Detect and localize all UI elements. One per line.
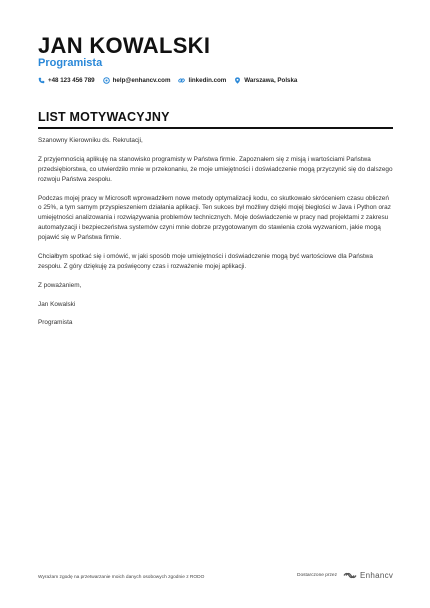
footer-branding [297, 571, 393, 580]
letter-title: LIST MOTYWACYJNY [38, 110, 170, 124]
at-icon [103, 77, 110, 84]
letter-signature-name: Jan Kowalski [38, 300, 76, 308]
location-icon [234, 77, 241, 84]
letter-paragraph: Z przyjemnością aplikuję na stanowisko programisty w Państwa firmie. Zapoznałem się z misją i wartościami Państwa przedsiębiorstwa, co utwierdziło mnie w przekonaniu, że moje umiejętności i doświadczenie mogą przyczynić się do dalszego rozwoju Państwa zespołu. [38, 155, 393, 183]
candidate-role: Programista [38, 57, 103, 69]
brand-name: Enhancv [360, 571, 394, 580]
contact-phone[interactable] [38, 77, 95, 84]
contact-location [234, 77, 297, 84]
letter-signature-role: Programista [38, 319, 73, 327]
enhancv-logo-icon [343, 571, 357, 580]
letter-greeting: Szanowny Kierowniku ds. Rekrutacji, [38, 137, 143, 144]
contact-phone-text: +48 123 456 789 [48, 77, 95, 84]
phone-icon [38, 77, 45, 84]
letter-body [38, 136, 393, 337]
provided-by-label: Dostarczone przez [297, 573, 337, 578]
gdpr-consent: Wyrażam zgodę na przetwarzanie moich danych osobowych zgodnie z RODO [38, 575, 205, 580]
contact-email[interactable] [103, 77, 171, 84]
contact-bar [38, 77, 305, 84]
candidate-name: JAN KOWALSKI [38, 33, 211, 58]
letter-paragraph: Chciałbym spotkać się i omówić, w jaki sposób moje umiejętności i doświadczenie mogą być wartościowe dla Państwa zespołu. Z góry dziękuję za poświęcony czas i rozważenie mojej aplikacji. [38, 252, 373, 270]
contact-location-text: Warszawa, Polska [244, 77, 298, 84]
letter-closing: Z poważaniem, [38, 281, 82, 289]
contact-linkedin-text: linkedin.com [188, 77, 227, 84]
contact-linkedin[interactable] [178, 77, 226, 84]
contact-email-text: help@enhancv.com [112, 77, 171, 84]
title-divider [38, 127, 393, 129]
letter-paragraph: Podczas mojej pracy w Microsoft wprowadziłem nowe metody optymalizacji kodu, co skutkowało skróceniem czasu obliczeń o 25%, a tym samym przyspieszeniem działania aplikacji. Ten sukces był możliwy dzięki mojej biegłości w Java i Python oraz umiejętności analizowania i rozwiązywania problemów technicznych. Moje doświadczenie w pracy nad projektami z zakresu automatyzacji i bezpieczeństwa systemów czyni mnie dobrze przygotowanym do stawienia czoła wyzwaniom, jakie mogą pojawić się w Państwa firmie. [38, 194, 391, 241]
brand-logo[interactable] [343, 571, 393, 580]
link-icon [178, 77, 185, 84]
